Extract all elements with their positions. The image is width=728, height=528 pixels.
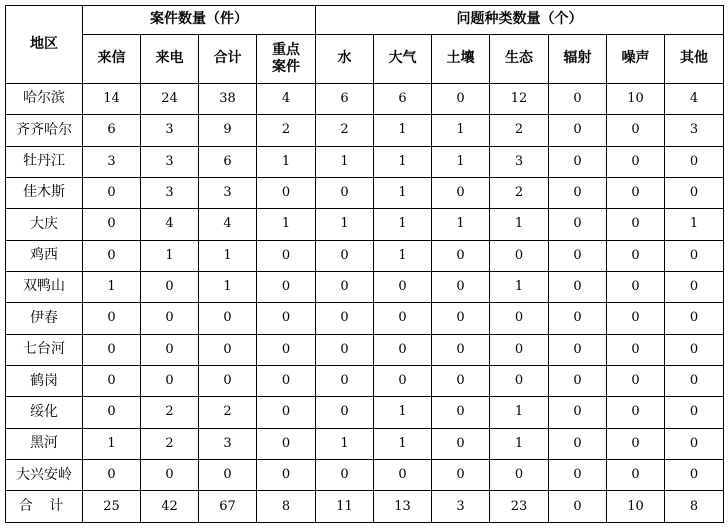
- value-cell: 0: [199, 303, 257, 334]
- value-cell: 3: [83, 146, 141, 177]
- value-cell: 0: [257, 178, 316, 209]
- value-cell: 1: [374, 146, 432, 177]
- header-col-soil: 土壤: [432, 35, 490, 84]
- value-cell: 1: [374, 240, 432, 271]
- header-problem-group: 问题种类数量（个）: [316, 6, 724, 35]
- value-cell: 0: [607, 209, 665, 240]
- value-cell: 4: [665, 84, 724, 115]
- value-cell: 3: [141, 146, 199, 177]
- value-cell: 0: [549, 334, 607, 365]
- value-cell: 0: [141, 366, 199, 397]
- table-row: [6, 240, 724, 271]
- value-cell: 6: [316, 84, 374, 115]
- value-cell: 0: [83, 209, 141, 240]
- value-cell: 0: [316, 334, 374, 365]
- value-cell: 0: [374, 303, 432, 334]
- region-cell: 鸡西: [6, 240, 83, 271]
- value-cell: 1: [316, 209, 374, 240]
- total-value-cell: 8: [257, 491, 316, 523]
- header-col-radiation: 辐射: [549, 35, 607, 84]
- value-cell: 6: [374, 84, 432, 115]
- value-cell: 1: [432, 209, 490, 240]
- table-body: [6, 84, 724, 523]
- value-cell: 3: [199, 428, 257, 459]
- table-row: [6, 209, 724, 240]
- value-cell: 1: [374, 178, 432, 209]
- total-value-cell: 67: [199, 491, 257, 523]
- value-cell: 0: [374, 334, 432, 365]
- value-cell: 0: [199, 460, 257, 491]
- value-cell: 0: [607, 460, 665, 491]
- region-cell: 齐齐哈尔: [6, 115, 83, 146]
- header-col-key-cases: 重点 案件: [257, 35, 316, 84]
- region-cell: 鹤岗: [6, 366, 83, 397]
- value-cell: 2: [141, 428, 199, 459]
- value-cell: 2: [199, 397, 257, 428]
- value-cell: 0: [549, 428, 607, 459]
- value-cell: 0: [83, 366, 141, 397]
- value-cell: 0: [83, 460, 141, 491]
- value-cell: 0: [549, 397, 607, 428]
- value-cell: 4: [257, 84, 316, 115]
- value-cell: 3: [199, 178, 257, 209]
- value-cell: 0: [549, 366, 607, 397]
- value-cell: 0: [607, 303, 665, 334]
- value-cell: 0: [490, 240, 549, 271]
- value-cell: 0: [432, 178, 490, 209]
- value-cell: 1: [374, 115, 432, 146]
- value-cell: 1: [374, 209, 432, 240]
- value-cell: 0: [665, 428, 724, 459]
- value-cell: 0: [374, 460, 432, 491]
- value-cell: 1: [257, 209, 316, 240]
- region-cell: 哈尔滨: [6, 84, 83, 115]
- table-row: [6, 115, 724, 146]
- value-cell: 0: [257, 428, 316, 459]
- value-cell: 0: [257, 240, 316, 271]
- header-col-calls: 来电: [141, 35, 199, 84]
- value-cell: 1: [257, 146, 316, 177]
- value-cell: 1: [316, 146, 374, 177]
- value-cell: 0: [257, 366, 316, 397]
- value-cell: 0: [549, 115, 607, 146]
- value-cell: 1: [490, 209, 549, 240]
- value-cell: 0: [316, 178, 374, 209]
- value-cell: 1: [316, 428, 374, 459]
- value-cell: 0: [432, 272, 490, 303]
- value-cell: 0: [607, 178, 665, 209]
- value-cell: 1: [432, 115, 490, 146]
- value-cell: 0: [665, 397, 724, 428]
- total-value-cell: 0: [549, 491, 607, 523]
- value-cell: 0: [490, 303, 549, 334]
- value-cell: 0: [665, 272, 724, 303]
- value-cell: 0: [199, 334, 257, 365]
- value-cell: 1: [374, 428, 432, 459]
- total-value-cell: 11: [316, 491, 374, 523]
- value-cell: 0: [665, 146, 724, 177]
- table-row: [6, 146, 724, 177]
- value-cell: 0: [83, 334, 141, 365]
- value-cell: 0: [432, 240, 490, 271]
- header-region: 地区: [6, 6, 83, 84]
- value-cell: 0: [83, 303, 141, 334]
- value-cell: 0: [549, 178, 607, 209]
- value-cell: 0: [607, 146, 665, 177]
- value-cell: 0: [141, 303, 199, 334]
- value-cell: 0: [316, 397, 374, 428]
- table-row: [6, 460, 724, 491]
- value-cell: 0: [490, 460, 549, 491]
- value-cell: 0: [432, 84, 490, 115]
- value-cell: 0: [141, 460, 199, 491]
- value-cell: 0: [316, 240, 374, 271]
- value-cell: 0: [141, 272, 199, 303]
- header-col-ecology: 生态: [490, 35, 549, 84]
- value-cell: 1: [374, 397, 432, 428]
- value-cell: 38: [199, 84, 257, 115]
- table-row: [6, 428, 724, 459]
- value-cell: 0: [607, 366, 665, 397]
- value-cell: 0: [257, 460, 316, 491]
- value-cell: 6: [83, 115, 141, 146]
- header-case-group: 案件数量（件）: [83, 6, 316, 35]
- value-cell: 10: [607, 84, 665, 115]
- header-col-noise: 噪声: [607, 35, 665, 84]
- value-cell: 1: [432, 146, 490, 177]
- value-cell: 1: [83, 272, 141, 303]
- table-row: [6, 397, 724, 428]
- value-cell: 0: [665, 366, 724, 397]
- total-row: [6, 491, 724, 523]
- value-cell: 12: [490, 84, 549, 115]
- value-cell: 0: [665, 334, 724, 365]
- value-cell: 2: [490, 115, 549, 146]
- table-row: [6, 178, 724, 209]
- header-row-columns: [6, 35, 724, 84]
- statistics-table: [5, 5, 724, 523]
- value-cell: 0: [549, 84, 607, 115]
- header-col-air: 大气: [374, 35, 432, 84]
- region-cell: 七台河: [6, 334, 83, 365]
- total-label: 合 计: [6, 491, 83, 523]
- value-cell: 9: [199, 115, 257, 146]
- header-row-groups: [6, 6, 724, 35]
- value-cell: 4: [141, 209, 199, 240]
- value-cell: 2: [141, 397, 199, 428]
- value-cell: 2: [490, 178, 549, 209]
- total-value-cell: 25: [83, 491, 141, 523]
- value-cell: 3: [490, 146, 549, 177]
- value-cell: 3: [665, 115, 724, 146]
- header-col-other: 其他: [665, 35, 724, 84]
- value-cell: 0: [432, 428, 490, 459]
- value-cell: 0: [607, 428, 665, 459]
- value-cell: 1: [199, 272, 257, 303]
- value-cell: 0: [141, 334, 199, 365]
- value-cell: 0: [316, 460, 374, 491]
- value-cell: 3: [141, 178, 199, 209]
- total-value-cell: 13: [374, 491, 432, 523]
- value-cell: 0: [549, 303, 607, 334]
- value-cell: 0: [549, 460, 607, 491]
- total-value-cell: 10: [607, 491, 665, 523]
- value-cell: 24: [141, 84, 199, 115]
- value-cell: 1: [490, 428, 549, 459]
- region-cell: 大兴安岭: [6, 460, 83, 491]
- value-cell: 0: [432, 366, 490, 397]
- value-cell: 0: [607, 334, 665, 365]
- value-cell: 0: [316, 272, 374, 303]
- value-cell: 0: [257, 272, 316, 303]
- value-cell: 0: [432, 303, 490, 334]
- region-cell: 大庆: [6, 209, 83, 240]
- region-cell: 佳木斯: [6, 178, 83, 209]
- value-cell: 0: [665, 460, 724, 491]
- value-cell: 1: [490, 397, 549, 428]
- value-cell: 0: [607, 397, 665, 428]
- region-cell: 伊春: [6, 303, 83, 334]
- value-cell: 3: [141, 115, 199, 146]
- value-cell: 0: [83, 178, 141, 209]
- value-cell: 14: [83, 84, 141, 115]
- value-cell: 1: [199, 240, 257, 271]
- region-cell: 绥化: [6, 397, 83, 428]
- value-cell: 0: [490, 366, 549, 397]
- total-value-cell: 23: [490, 491, 549, 523]
- value-cell: 4: [199, 209, 257, 240]
- value-cell: 2: [316, 115, 374, 146]
- value-cell: 0: [549, 146, 607, 177]
- value-cell: 0: [549, 209, 607, 240]
- table-row: [6, 366, 724, 397]
- value-cell: 0: [490, 334, 549, 365]
- total-value-cell: 42: [141, 491, 199, 523]
- header-col-water: 水: [316, 35, 374, 84]
- value-cell: 0: [665, 303, 724, 334]
- value-cell: 1: [83, 428, 141, 459]
- table-row: [6, 84, 724, 115]
- value-cell: 0: [199, 366, 257, 397]
- value-cell: 1: [490, 272, 549, 303]
- value-cell: 0: [607, 240, 665, 271]
- value-cell: 1: [665, 209, 724, 240]
- value-cell: 0: [549, 240, 607, 271]
- region-cell: 双鸭山: [6, 272, 83, 303]
- table-row: [6, 272, 724, 303]
- value-cell: 1: [141, 240, 199, 271]
- value-cell: 0: [374, 366, 432, 397]
- header-col-letters: 来信: [83, 35, 141, 84]
- value-cell: 2: [257, 115, 316, 146]
- value-cell: 6: [199, 146, 257, 177]
- total-value-cell: 3: [432, 491, 490, 523]
- value-cell: 0: [83, 240, 141, 271]
- value-cell: 0: [257, 303, 316, 334]
- value-cell: 0: [316, 303, 374, 334]
- value-cell: 0: [316, 366, 374, 397]
- table-row: [6, 303, 724, 334]
- value-cell: 0: [83, 397, 141, 428]
- table-row: [6, 334, 724, 365]
- value-cell: 0: [607, 272, 665, 303]
- value-cell: 0: [432, 397, 490, 428]
- value-cell: 0: [665, 240, 724, 271]
- value-cell: 0: [607, 115, 665, 146]
- region-cell: 黑河: [6, 428, 83, 459]
- value-cell: 0: [374, 272, 432, 303]
- total-value-cell: 8: [665, 491, 724, 523]
- value-cell: 0: [549, 272, 607, 303]
- value-cell: 0: [432, 460, 490, 491]
- header-col-case-total: 合计: [199, 35, 257, 84]
- region-cell: 牡丹江: [6, 146, 83, 177]
- value-cell: 0: [257, 397, 316, 428]
- value-cell: 0: [665, 178, 724, 209]
- value-cell: 0: [432, 334, 490, 365]
- value-cell: 0: [257, 334, 316, 365]
